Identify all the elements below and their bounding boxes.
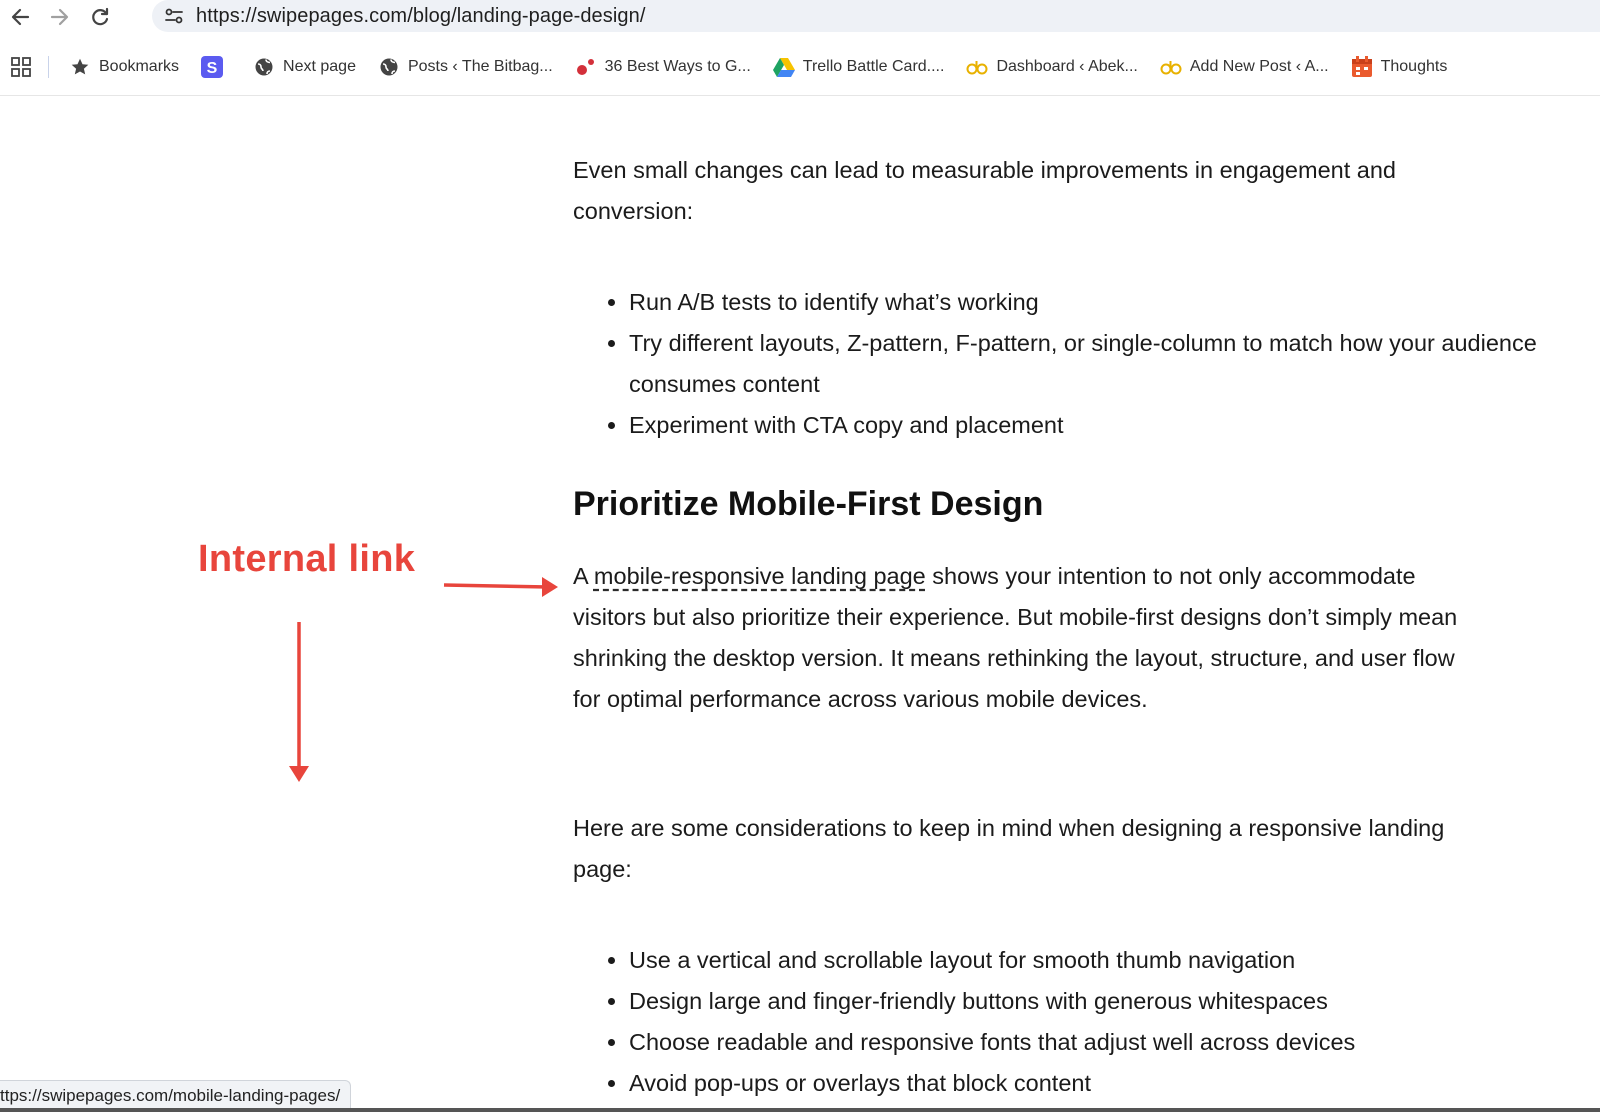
google-drive-icon [773, 56, 795, 78]
annotation-arrow-right [430, 570, 570, 600]
toolbar-divider [0, 95, 1600, 96]
bookmark-item[interactable] [966, 52, 1137, 82]
url-text[interactable]: https://swipepages.com/blog/landing-page-design/ [196, 4, 646, 27]
bookmark-label: Add New Post ‹ A... [1189, 58, 1329, 75]
bookmark-item[interactable] [1160, 52, 1329, 82]
ab-icon [1160, 56, 1182, 78]
status-bar-url: ttps://swipepages.com/mobile-landing-pages/ [0, 1080, 351, 1110]
calendar-icon [1351, 56, 1373, 78]
apps-button[interactable] [10, 52, 32, 82]
bookmark-item[interactable] [253, 52, 356, 82]
bookmark-label: Dashboard ‹ Abek... [996, 58, 1138, 75]
list-item: • Experiment with CTA copy and placement [629, 405, 1549, 446]
bookmarks-separator [48, 56, 49, 78]
bookmark-item[interactable] [201, 52, 231, 82]
bookmark-label: Posts ‹ The Bitbag... [407, 58, 553, 75]
internal-link[interactable]: mobile-responsive landing page [593, 563, 926, 589]
list-item: • Design large and finger-friendly buttons with generous whitespaces [629, 981, 1549, 1022]
apps-grid-icon [10, 56, 32, 78]
window-bottom-edge [0, 1108, 1600, 1112]
bookmark-label: Bookmarks [99, 58, 180, 75]
browser-toolbar [0, 0, 1600, 34]
bookmark-item[interactable] [575, 52, 751, 82]
dots-icon [575, 56, 597, 78]
bookmark-label: Trello Battle Card.... [802, 58, 945, 75]
annotation-label: Internal link [198, 538, 416, 580]
back-button[interactable] [0, 0, 40, 34]
list-item: • Choose readable and responsive fonts that adjust well across devices [629, 1022, 1549, 1063]
mobile-paragraph [573, 556, 1473, 720]
address-bar[interactable] [152, 0, 1600, 32]
bookmark-label: Thoughts [1380, 58, 1448, 75]
list-item: • Avoid pop-ups or overlays that block content [629, 1063, 1549, 1104]
arrow-right-icon [49, 6, 71, 28]
globe-icon [378, 56, 400, 78]
list-item: • Run A/B tests to identify what’s working [629, 282, 1549, 323]
list-item: • Use a vertical and scrollable layout for smooth thumb navigation [629, 940, 1549, 981]
annotation-arrow-down [284, 618, 314, 786]
bookmark-label: 36 Best Ways to G... [604, 58, 751, 75]
forward-button[interactable] [40, 0, 80, 34]
reload-button[interactable] [80, 0, 120, 34]
bookmark-label: Next page [283, 58, 356, 75]
paragraph-rest: shows your intention to not only accommodate visitors but also prioritize their experience. But mobile-first designs don’t simply mean shrinking the desktop version. It means rethinking the layout, structure, and user flow for optimal performance across various mobile devices. [573, 563, 1458, 712]
considerations-list [573, 940, 1549, 1104]
list-item: • Try different layouts, Z-pattern, F-pattern, or single-column to match how your audience consumes content [629, 323, 1549, 405]
reload-icon [89, 6, 111, 28]
star-icon [69, 56, 91, 78]
bookmark-item[interactable] [773, 52, 945, 82]
paragraph-prefix: A [573, 563, 594, 589]
site-info-icon[interactable] [152, 0, 196, 32]
tips-list [573, 282, 1549, 446]
arrow-left-icon [9, 6, 31, 28]
section-heading: Prioritize Mobile-First Design [573, 485, 1044, 523]
ab-icon [966, 56, 988, 78]
considerations-paragraph: Here are some considerations to keep in mind when designing a responsive landing page: [573, 815, 1445, 882]
svg-text:S: S [206, 60, 218, 77]
bookmarks-bar [0, 44, 1600, 90]
globe-icon [253, 56, 275, 78]
bookmark-item[interactable] [1351, 52, 1448, 82]
intro-paragraph: Even small changes can lead to measurable improvements in engagement and conversion: [573, 157, 1396, 224]
swipepages-s-icon [201, 56, 223, 78]
bookmark-item[interactable] [378, 52, 553, 82]
bookmark-item[interactable] [69, 52, 179, 82]
